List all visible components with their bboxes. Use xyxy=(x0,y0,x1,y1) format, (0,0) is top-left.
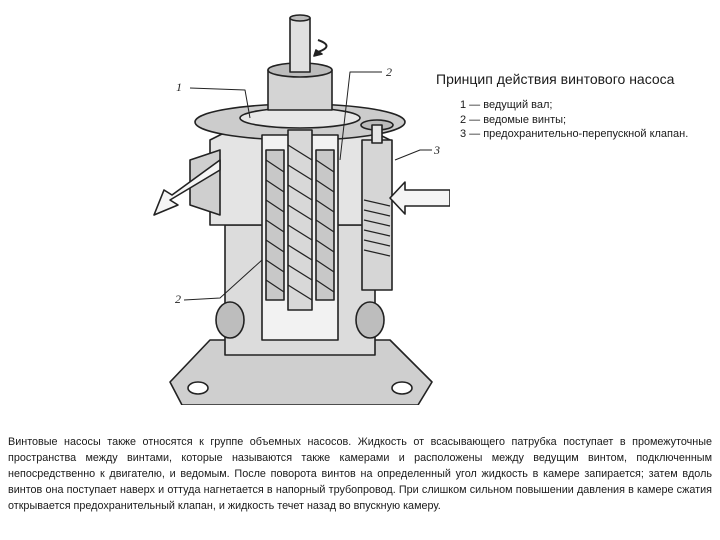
driven-screw-right xyxy=(316,150,334,300)
description-paragraph: Винтовые насосы также относятся к группе объемных насосов. Жидкость от всасывающего патрубка поступает в промежуточные пространства между винтами, которые называются также камерами и расположены между ведущим винтом, подключенным непосредственно к двигателю, и ведомым. После поворота винтов на определенный угол жидкость в камере запирается; затем вдоль винтов она поступает наверх и оттуда нагнетается в напорный трубопровод. При слишком сильном повышении давления в камере сжатия открывается предохранительный клапан, и жидкость течет назад во впускную камеру. xyxy=(8,436,712,512)
figure-title: Принцип действия винтового насоса xyxy=(436,71,675,87)
callout-2-top: 2 xyxy=(386,65,392,79)
drive-shaft xyxy=(290,18,310,72)
callout-1: 1 xyxy=(176,80,182,94)
legend-item-drive-shaft: 1 — ведущий вал; xyxy=(460,99,553,111)
callout-2-bottom: 2 xyxy=(175,292,181,306)
relief-valve xyxy=(361,120,393,290)
inlet-flow-arrow xyxy=(390,182,450,214)
driving-screw xyxy=(288,130,312,310)
legend-item-driven-screws: 2 — ведомые винты; xyxy=(460,113,567,126)
driven-screw-left xyxy=(266,150,284,300)
figure-legend xyxy=(460,98,688,142)
legend-item-relief-valve: 3 — предохранительно-перепускной клапан. xyxy=(460,128,689,140)
pump-cutaway-illustration xyxy=(150,10,450,405)
callout-3: 3 xyxy=(434,143,440,157)
rotation-arrow xyxy=(318,40,327,52)
